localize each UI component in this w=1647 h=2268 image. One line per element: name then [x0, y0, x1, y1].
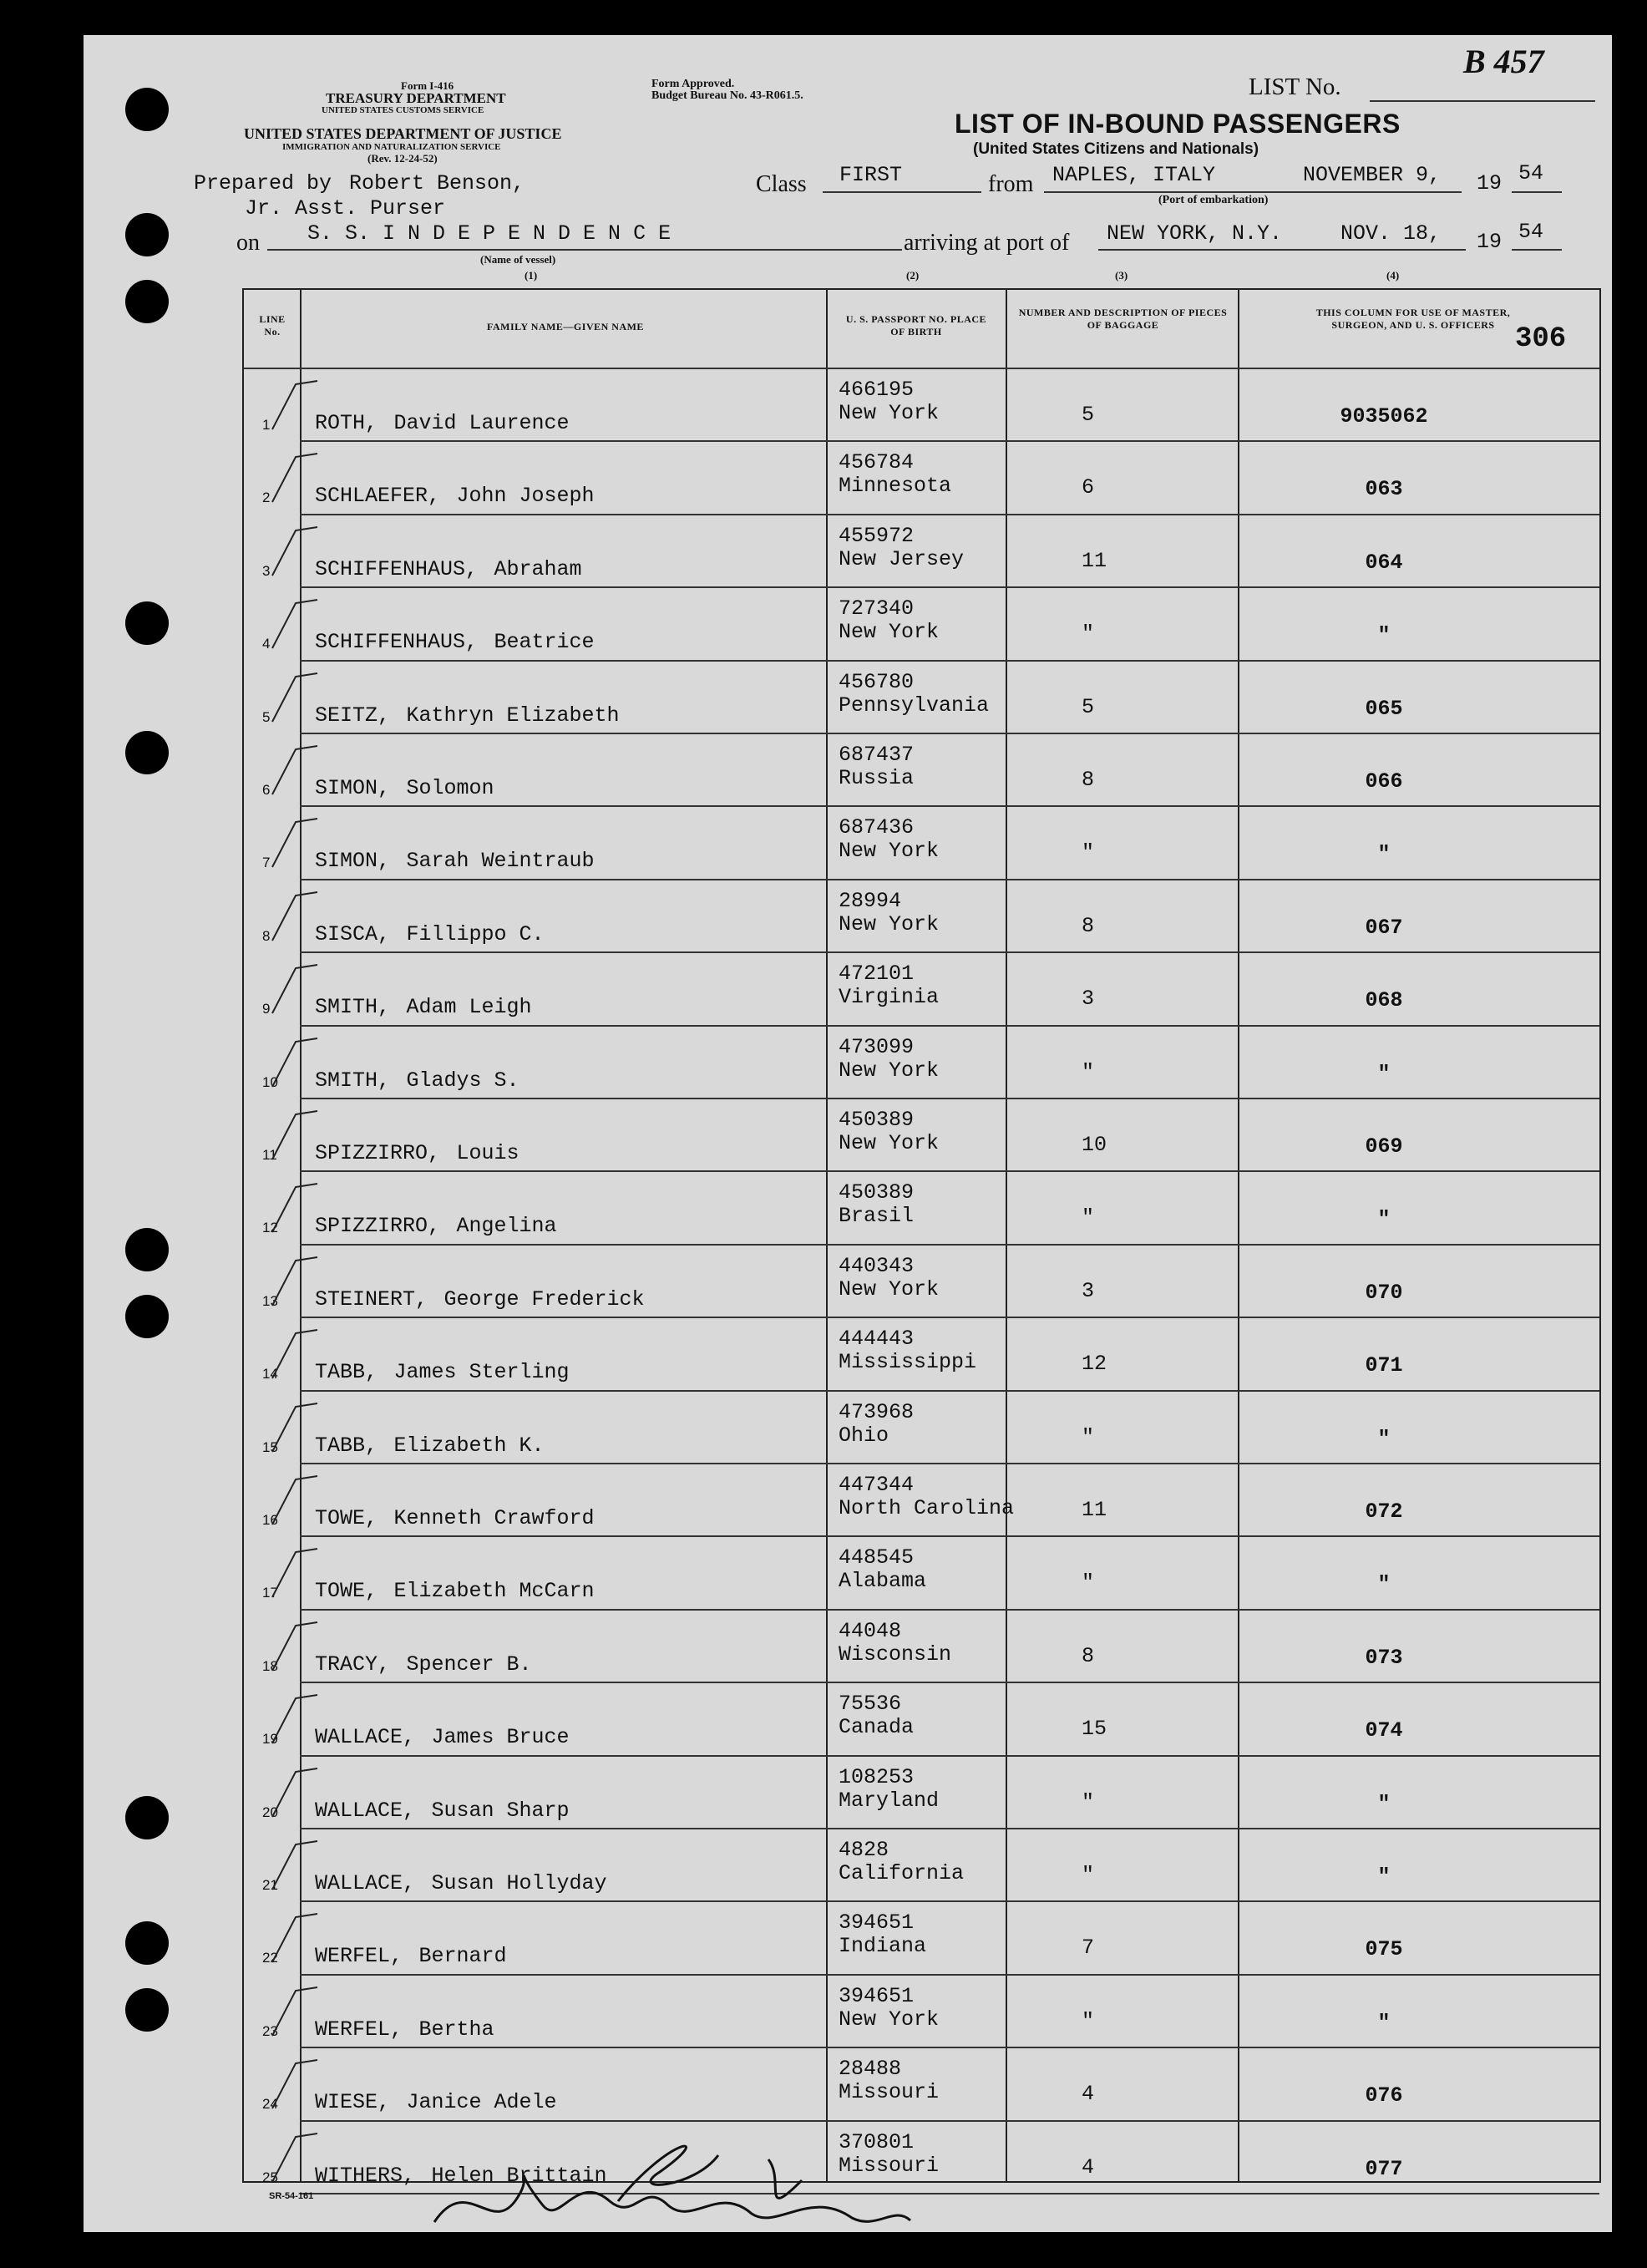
family-name: TOWE, — [315, 1506, 378, 1530]
prepared-by: Robert Benson, — [349, 171, 525, 195]
officer-number: 9035062 — [1340, 404, 1428, 429]
passport-number: 473099 — [839, 1034, 915, 1059]
officer-number: " — [1377, 1061, 1391, 1086]
immigration-service: IMMIGRATION AND NATURALIZATION SERVICE — [282, 142, 501, 152]
year-prefix-2: 19 — [1477, 230, 1503, 254]
passport-number: 394651 — [839, 1910, 915, 1936]
place-of-birth: Maryland — [839, 1788, 940, 1813]
col-header-officers: THIS COLUMN FOR USE OF MASTER, SURGEON, AND U. S. OFFICERS — [1315, 307, 1511, 331]
check-mark-icon — [269, 743, 319, 801]
officer-number: 073 — [1365, 1645, 1403, 1670]
officer-number: 064 — [1365, 550, 1403, 575]
given-name: Susan Hollyday — [431, 1871, 607, 1895]
passport-number: 44048 — [839, 1618, 902, 1643]
family-name: TABB, — [315, 1360, 378, 1385]
passport-number: 466195 — [839, 378, 915, 402]
col-header-baggage: NUMBER AND DESCRIPTION OF PIECES OF BAGGAGE — [1018, 307, 1228, 331]
officer-number: " — [1377, 2010, 1391, 2035]
family-name: SCHLAEFER, — [315, 484, 441, 509]
col-header-name: FAMILY NAME—GIVEN NAME — [487, 321, 644, 332]
place-of-birth: California — [839, 1861, 965, 1885]
family-name: WERFEL, — [315, 1944, 403, 1969]
baggage-count: 3 — [1082, 1278, 1095, 1303]
line-number: 5 — [262, 708, 271, 725]
check-mark-icon — [269, 1400, 319, 1459]
baggage-count: 8 — [1082, 768, 1095, 792]
line-number: 6 — [262, 782, 271, 798]
officer-number: " — [1377, 1572, 1391, 1597]
place-of-birth: Missouri — [839, 2153, 940, 2178]
justice-dept: UNITED STATES DEPARTMENT OF JUSTICE — [244, 125, 562, 142]
punch-hole — [125, 88, 169, 131]
arrival-line — [1098, 249, 1466, 251]
table-row — [244, 807, 1599, 880]
table-row — [244, 1027, 1599, 1099]
baggage-count: 11 — [1082, 548, 1107, 573]
baggage-count: 6 — [1082, 475, 1095, 500]
line-number: 8 — [262, 927, 271, 944]
check-mark-icon — [269, 1765, 319, 1824]
place-of-birth: Canada — [839, 1715, 915, 1740]
table-row — [244, 1318, 1599, 1391]
prepared-label: Prepared by — [194, 171, 332, 195]
page-subtitle: (United States Citizens and Nationals) — [973, 140, 1259, 158]
col-num-1: (1) — [525, 269, 538, 282]
passport-number: 687437 — [839, 743, 915, 767]
passenger-table — [242, 288, 1601, 2188]
customs-service: UNITED STATES CUSTOMS SERVICE — [322, 105, 484, 115]
line-number: 9 — [262, 1001, 271, 1017]
vessel-name: S. S. I N D E P E N D E N C E — [307, 221, 671, 246]
col-header-passport: U. S. PASSPORT NO. PLACE OF BIRTH — [845, 313, 987, 337]
line-number: 11 — [262, 1147, 277, 1163]
table-row — [244, 1099, 1599, 1172]
table-row — [244, 1683, 1599, 1756]
place-of-birth: New Jersey — [839, 546, 965, 571]
table-row — [244, 1902, 1599, 1975]
year-line — [1512, 191, 1562, 193]
place-of-birth: New York — [839, 1276, 940, 1301]
passport-number: 455972 — [839, 523, 915, 548]
baggage-count: 5 — [1082, 403, 1095, 427]
table-row — [244, 1246, 1599, 1318]
family-name: TRACY, — [315, 1652, 391, 1677]
table-row — [244, 662, 1599, 734]
embark-port: NAPLES, ITALY — [1052, 163, 1216, 187]
table-row — [244, 1976, 1599, 2048]
check-mark-icon — [269, 2130, 319, 2189]
line-number: 1 — [262, 417, 271, 433]
family-name: WITHERS, — [315, 2163, 416, 2188]
officer-number: 072 — [1365, 1499, 1403, 1524]
line-number: 10 — [262, 1073, 278, 1090]
check-mark-icon — [269, 2057, 319, 2115]
from-label: from — [988, 171, 1034, 197]
officer-number: 070 — [1365, 1280, 1403, 1305]
check-mark-icon — [269, 450, 319, 509]
line-number: 15 — [262, 1438, 278, 1455]
baggage-count: " — [1082, 840, 1095, 865]
baggage-count: 11 — [1082, 1498, 1107, 1522]
passport-number: 448545 — [839, 1545, 915, 1570]
arriving-label: arriving at port of — [904, 230, 1070, 256]
family-name: WALLACE, — [315, 1798, 416, 1823]
line-number: 18 — [262, 1657, 278, 1674]
place-of-birth: New York — [839, 401, 940, 425]
baggage-count: " — [1082, 622, 1095, 647]
family-name: TABB, — [315, 1433, 378, 1458]
baggage-count: 3 — [1082, 987, 1095, 1012]
given-name: Elizabeth K. — [393, 1433, 545, 1458]
check-mark-icon — [269, 1910, 319, 1969]
passport-number: 4828 — [839, 1838, 889, 1862]
check-mark-icon — [269, 1473, 319, 1531]
family-name: STEINERT, — [315, 1286, 428, 1312]
table-row — [244, 2048, 1599, 2121]
passport-number: 440343 — [839, 1253, 915, 1278]
given-name: Helen Brittain — [431, 2163, 607, 2188]
check-mark-icon — [269, 1108, 319, 1166]
place-of-birth: New York — [839, 1131, 940, 1155]
family-name: WALLACE, — [315, 1871, 416, 1895]
page-title: LIST OF IN-BOUND PASSENGERS — [955, 109, 1401, 139]
place-of-birth: Missouri — [839, 2080, 940, 2105]
place-of-birth: Alabama — [839, 1569, 927, 1594]
officer-number: 074 — [1365, 1718, 1403, 1743]
table-row — [244, 1464, 1599, 1537]
arrival-year: 54 — [1518, 220, 1544, 244]
given-name: Sarah Weintraub — [406, 849, 595, 874]
place-of-birth: Ohio — [839, 1423, 889, 1448]
passport-number: 450389 — [839, 1108, 915, 1132]
given-name: John Joseph — [456, 484, 595, 509]
prepared-title: Jr. Asst. Purser — [245, 196, 446, 221]
check-mark-icon — [269, 1545, 319, 1604]
table-row — [244, 734, 1599, 807]
embark-year: 54 — [1518, 161, 1544, 185]
given-name: Susan Sharp — [431, 1798, 570, 1823]
line-number: 17 — [262, 1585, 278, 1601]
arrival-port: NEW YORK, N.Y. — [1107, 221, 1283, 246]
officer-number: 069 — [1365, 1134, 1403, 1159]
baggage-count: 12 — [1082, 1352, 1107, 1377]
line-number: 13 — [262, 1292, 278, 1309]
place-of-birth: Minnesota — [839, 474, 952, 499]
table-row — [244, 1172, 1599, 1245]
table-row — [244, 1537, 1599, 1610]
year-prefix: 19 — [1477, 171, 1503, 195]
check-mark-icon — [269, 1035, 319, 1093]
check-mark-icon — [269, 1327, 319, 1385]
family-name: SIMON, — [315, 776, 391, 800]
given-name: Adam Leigh — [406, 995, 532, 1020]
place-of-birth: Russia — [839, 766, 915, 790]
family-name: WIESE, — [315, 2090, 391, 2115]
baggage-count: " — [1082, 1424, 1095, 1449]
line-number: 25 — [262, 2169, 278, 2185]
table-row — [244, 880, 1599, 953]
punch-hole — [125, 1796, 169, 1839]
passport-number: 687436 — [839, 815, 915, 840]
year-line-2 — [1512, 249, 1562, 251]
col-num-2: (2) — [906, 269, 920, 282]
check-mark-icon — [269, 1692, 319, 1750]
line-number: 7 — [262, 855, 271, 871]
table-row — [244, 515, 1599, 588]
given-name: Bernard — [418, 1944, 507, 1969]
baggage-count: " — [1082, 1789, 1095, 1814]
place-of-birth: Brasil — [839, 1204, 915, 1229]
arrival-date: NOV. 18, — [1340, 221, 1442, 246]
family-name: SPIZZIRRO, — [315, 1214, 441, 1239]
class-label: Class — [756, 171, 807, 197]
passport-number: 456784 — [839, 450, 915, 475]
table-row — [244, 1757, 1599, 1829]
place-of-birth: Virginia — [839, 985, 940, 1010]
corner-note: B 457 — [1463, 43, 1544, 80]
place-of-birth: Pennsylvania — [839, 693, 990, 718]
line-number: 24 — [262, 2096, 278, 2113]
baggage-count: 5 — [1082, 694, 1095, 719]
class-value: FIRST — [839, 163, 903, 187]
place-of-birth: Indiana — [839, 1934, 927, 1959]
place-of-birth: North Carolina — [839, 1496, 1015, 1520]
form-number: Form I-416 — [401, 79, 454, 92]
passport-number: 28488 — [839, 2057, 902, 2082]
given-name: Elizabeth McCarn — [393, 1579, 595, 1604]
officer-number: " — [1377, 1426, 1391, 1451]
from-line — [1044, 191, 1462, 193]
line-number: 12 — [262, 1220, 278, 1236]
family-name: SEITZ, — [315, 703, 391, 728]
punch-hole — [125, 1921, 169, 1965]
passport-number: 75536 — [839, 1692, 902, 1717]
baggage-count: " — [1082, 1570, 1095, 1596]
baggage-count: 4 — [1082, 2082, 1095, 2107]
punch-hole — [125, 731, 169, 774]
given-name: Gladys S. — [406, 1068, 519, 1093]
baggage-count: 10 — [1082, 1133, 1107, 1157]
revision: (Rev. 12-24-52) — [367, 152, 438, 165]
vessel-line — [267, 249, 902, 251]
given-name: James Bruce — [431, 1725, 570, 1750]
given-name: Janice Adele — [406, 2090, 557, 2115]
baggage-count: 8 — [1082, 1643, 1095, 1668]
table-row — [244, 442, 1599, 515]
punch-hole — [125, 213, 169, 256]
passport-number: 444443 — [839, 1327, 915, 1352]
place-of-birth: New York — [839, 839, 940, 864]
baggage-count: 4 — [1082, 2154, 1095, 2179]
officer-number: 068 — [1365, 988, 1403, 1013]
baggage-count: 7 — [1082, 1936, 1095, 1961]
family-name: SIMON, — [315, 849, 391, 874]
line-number: 4 — [262, 636, 271, 652]
check-mark-icon — [269, 961, 319, 1020]
baggage-count: " — [1082, 1059, 1095, 1084]
line-number: 3 — [262, 562, 271, 579]
punch-hole — [125, 280, 169, 323]
line-number: 21 — [262, 1877, 278, 1893]
col-num-4: (4) — [1386, 269, 1400, 282]
baggage-count: " — [1082, 2008, 1095, 2033]
given-name: Bertha — [418, 2017, 494, 2042]
check-mark-icon — [269, 1619, 319, 1677]
officer-number: 076 — [1365, 2083, 1403, 2108]
baggage-count: " — [1082, 1205, 1095, 1230]
family-name: TOWE, — [315, 1579, 378, 1604]
page-stamp: 306 — [1515, 323, 1567, 355]
line-number: 2 — [262, 490, 271, 506]
officer-number: " — [1377, 1207, 1391, 1232]
table-row — [244, 1392, 1599, 1464]
line-number: 22 — [262, 1950, 278, 1966]
given-name: Kathryn Elizabeth — [406, 703, 620, 728]
given-name: Louis — [456, 1141, 519, 1165]
baggage-count: " — [1082, 1863, 1095, 1887]
passport-number: 108253 — [839, 1764, 915, 1789]
budget-bureau: Budget Bureau No. 43-R061.5. — [651, 89, 803, 102]
table-row — [244, 369, 1599, 442]
baggage-count: 8 — [1082, 913, 1095, 938]
on-label: on — [236, 230, 260, 256]
place-of-birth: New York — [839, 911, 940, 936]
list-no-line — [1370, 100, 1595, 102]
place-of-birth: Mississippi — [839, 1350, 977, 1375]
port-note: (Port of embarkation) — [1158, 194, 1269, 206]
given-name: Solomon — [406, 776, 494, 800]
passport-number: 370801 — [839, 2129, 915, 2154]
check-mark-icon — [269, 524, 319, 582]
officer-number: " — [1377, 842, 1391, 867]
passport-number: 28994 — [839, 888, 902, 913]
family-name: SISCA, — [315, 921, 391, 946]
class-line — [823, 191, 981, 193]
family-name: WALLACE, — [315, 1725, 416, 1750]
officer-number: 063 — [1365, 477, 1403, 502]
check-mark-icon — [269, 596, 319, 655]
given-name: Angelina — [456, 1214, 557, 1239]
passport-number: 447344 — [839, 1473, 915, 1497]
line-number: 23 — [262, 2022, 278, 2039]
check-mark-icon — [269, 378, 319, 436]
line-number: 20 — [262, 1804, 278, 1820]
officer-number: 067 — [1365, 915, 1403, 940]
given-name: David Laurence — [393, 411, 570, 435]
given-name: Fillippo C. — [406, 921, 545, 946]
table-row — [244, 1829, 1599, 1902]
line-number: 16 — [262, 1512, 278, 1528]
family-name: SPIZZIRRO, — [315, 1141, 441, 1165]
punch-hole — [125, 1988, 169, 2032]
table-row — [244, 1611, 1599, 1683]
table-row — [244, 588, 1599, 661]
officer-number: 075 — [1365, 1937, 1403, 1962]
check-mark-icon — [269, 889, 319, 947]
given-name: Spencer B. — [406, 1652, 532, 1677]
given-name: James Sterling — [393, 1360, 570, 1385]
baggage-count: 15 — [1082, 1717, 1107, 1742]
place-of-birth: Wisconsin — [839, 1641, 952, 1667]
check-mark-icon — [269, 1180, 319, 1239]
list-no-label: LIST No. — [1249, 74, 1341, 100]
col-num-3: (3) — [1115, 269, 1128, 282]
punch-hole — [125, 1295, 169, 1338]
given-name: Beatrice — [494, 630, 595, 655]
officer-number: " — [1377, 1791, 1391, 1816]
passport-number: 472101 — [839, 961, 915, 987]
officer-number: 077 — [1365, 2156, 1403, 2181]
family-name: SCHIFFENHAUS, — [315, 630, 479, 655]
check-mark-icon — [269, 1838, 319, 1896]
treasury-dept: TREASURY DEPARTMENT — [326, 90, 506, 106]
officer-number: 066 — [1365, 769, 1403, 794]
family-name: SMITH, — [315, 995, 391, 1020]
passport-number: 456780 — [839, 669, 915, 694]
place-of-birth: New York — [839, 620, 940, 645]
footer-form-code: SR-54-161 — [269, 2191, 314, 2201]
vessel-note: (Name of vessel) — [480, 253, 556, 266]
family-name: SMITH, — [315, 1068, 391, 1093]
table-row — [244, 953, 1599, 1026]
family-name: ROTH, — [315, 411, 378, 435]
check-mark-icon — [269, 1984, 319, 2042]
place-of-birth: New York — [839, 1058, 940, 1083]
officer-number: " — [1377, 623, 1391, 648]
check-mark-icon — [269, 815, 319, 874]
passport-number: 727340 — [839, 596, 915, 622]
punch-hole — [125, 1228, 169, 1271]
check-mark-icon — [269, 1254, 319, 1312]
check-mark-icon — [269, 670, 319, 728]
officer-number: " — [1377, 1865, 1391, 1889]
passport-number: 473968 — [839, 1399, 915, 1424]
signature-scrawl — [418, 2122, 919, 2239]
passport-number: 450389 — [839, 1180, 915, 1205]
given-name: Abraham — [494, 556, 582, 581]
punch-hole — [125, 601, 169, 645]
line-number: 14 — [262, 1366, 278, 1383]
family-name: SCHIFFENHAUS, — [315, 556, 479, 581]
col-header-line: LINE No. — [259, 313, 286, 337]
place-of-birth: New York — [839, 2007, 940, 2032]
passport-number: 394651 — [839, 1983, 915, 2008]
family-name: WERFEL, — [315, 2017, 403, 2042]
form-approved: Form Approved. — [651, 78, 735, 90]
officer-number: 071 — [1365, 1353, 1403, 1378]
given-name: George Frederick — [443, 1286, 645, 1312]
line-number: 19 — [262, 1731, 278, 1748]
given-name: Kenneth Crawford — [393, 1506, 595, 1530]
officer-number: 065 — [1365, 696, 1403, 721]
embark-date: NOVEMBER 9, — [1303, 163, 1442, 187]
